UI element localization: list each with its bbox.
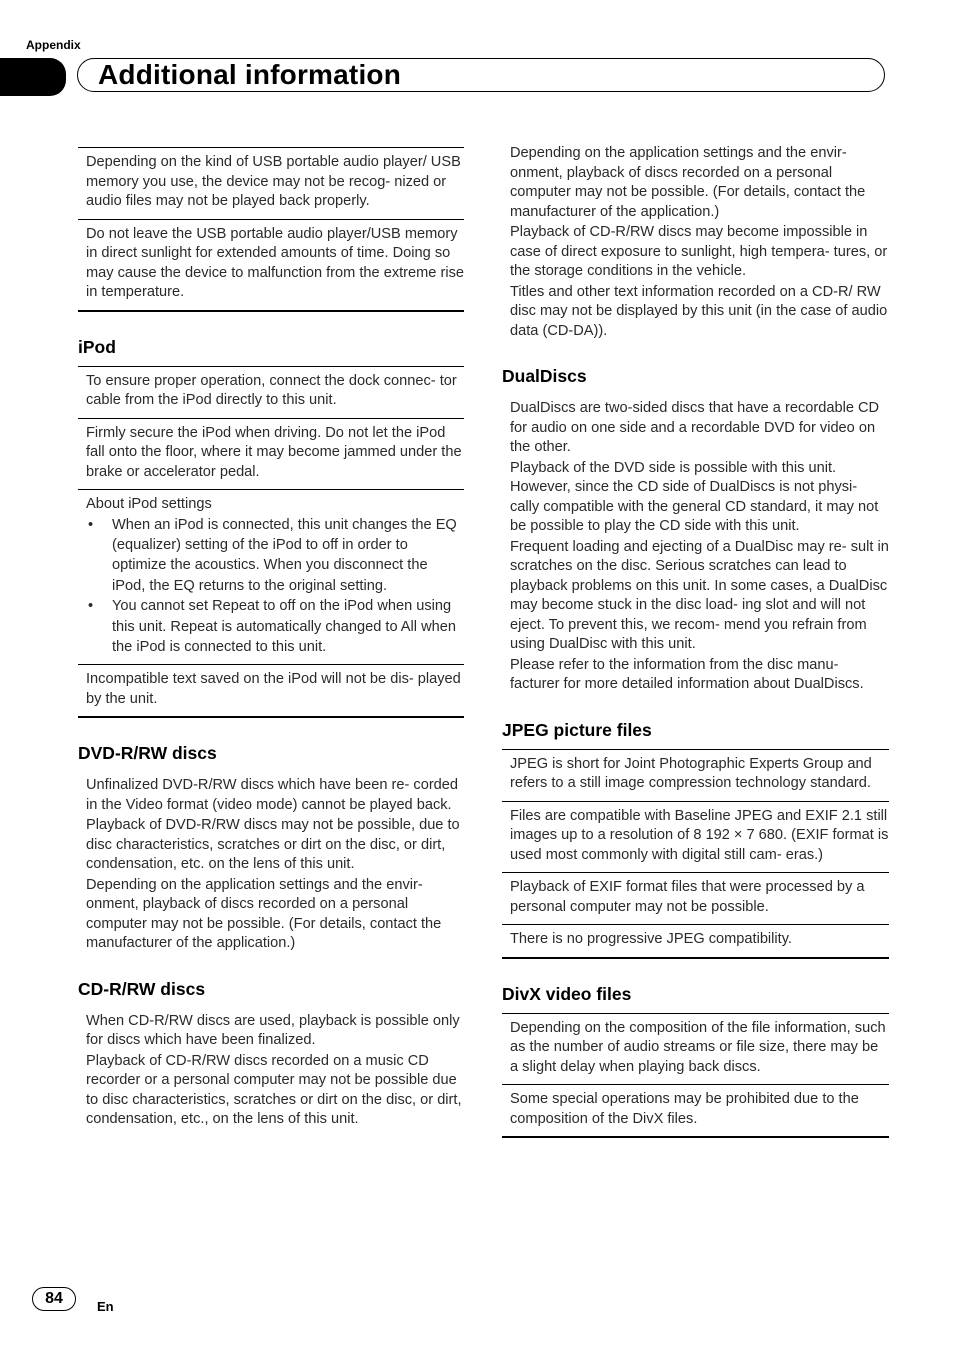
- list-item: • When an iPod is connected, this unit changes the EQ (equalizer) setting of the iPod to off in order to optimize the acoustics. When you disconnect the iPod, the EQ returns to the original setting.: [86, 515, 464, 597]
- jpeg-note: [502, 801, 889, 873]
- dualdiscs-paragraph: DualDiscs are two-sided discs that have a recordable CD for audio on one side and a recordable DVD for video on the other.: [510, 400, 880, 455]
- usb-note: [78, 219, 464, 310]
- cd-continued-paragraph: Depending on the application settings and the envir- onment, playback of discs recorded on a personal computer may not be possible. (For details, contact the manufacturer of the application.): [510, 145, 866, 220]
- jpeg-note-text: Files are compatible with Baseline JPEG and EXIF 2.1 still images up to a resolution of 8 192 × 7 680. (EXIF format is used most commonly with digital still cam- eras.): [510, 807, 889, 863]
- jpeg-note: [502, 924, 889, 957]
- dualdiscs-paragraph: Frequent loading and ejecting of a DualDisc may re- sult in scratches on the disc. Serious scratches can lead to playback problems on this unit. In some cases, a DualDisc may become stuck in the disc load- ing slot and will not eject. To prevent this, we recom- mend you refrain from using DualDisc with this unit.: [510, 538, 889, 652]
- appendix-label: Appendix: [26, 38, 81, 52]
- usb-note-text: Do not leave the USB portable audio player/USB memory in direct sunlight for extended amounts of time. Doing so may cause the device to malfunction from the extreme rise in temperature.: [86, 225, 464, 300]
- ipod-note: [78, 367, 464, 418]
- dvd-paragraph: Depending on the application settings and the envir- onment, playback of discs recorded on a personal computer may not be possible. (For details, contact the manufacturer of the application.): [86, 876, 442, 952]
- dualdiscs-paragraph: Please refer to the information from the disc manu- facturer for more detailed information about DualDiscs.: [510, 656, 864, 692]
- ipod-notes-box: [78, 366, 464, 719]
- jpeg-note: [502, 872, 889, 924]
- jpeg-note: [502, 750, 889, 801]
- page-number: 84: [32, 1287, 76, 1311]
- ipod-note-text: Incompatible text saved on the iPod will not be dis- played by the unit.: [86, 671, 461, 707]
- dvd-paragraph: Playback of DVD-R/RW discs may not be possible, due to disc characteristics, scratches or dirt on the disc, or dirt, condensation, etc. on the lens of this unit.: [86, 817, 460, 873]
- left-column: [78, 140, 464, 1130]
- divx-note-text: Some special operations may be prohibited due to the composition of the DivX files.: [510, 1091, 859, 1127]
- cd-continued-paragraph: Titles and other text information recorded on a CD-R/ RW disc may not be displayed by this unit (in the case of audio data (CD-DA)).: [510, 283, 888, 339]
- divx-heading: DivX video files: [502, 983, 632, 1004]
- jpeg-note-text: There is no progressive JPEG compatibility.: [510, 931, 792, 947]
- list-item: • You cannot set Repeat to off on the iPod when using this unit. Repeat is automatically changed to All when the iPod is connected to this unit.: [86, 596, 464, 657]
- jpeg-note-text: JPEG is short for Joint Photographic Experts Group and refers to a still image compression technology standard.: [510, 755, 872, 791]
- ipod-note: [78, 664, 464, 716]
- dualdiscs-section: [502, 395, 889, 695]
- divx-note: [502, 1014, 889, 1085]
- cd-paragraph: When CD-R/RW discs are used, playback is possible only for discs which have been finalized.: [86, 1012, 460, 1049]
- title-bar: [77, 58, 885, 92]
- cd-heading: CD-R/RW discs: [78, 978, 206, 999]
- jpeg-note-text: Playback of EXIF format files that were processed by a personal computer may not be possible.: [510, 879, 865, 915]
- ipod-note-text: Firmly secure the iPod when driving. Do not let the iPod fall onto the floor, where it may become jammed under the brake or accelerator pedal.: [86, 424, 462, 480]
- ipod-settings-note: [78, 489, 464, 664]
- divx-note: [502, 1084, 889, 1136]
- usb-notes-box: [78, 147, 464, 312]
- usb-note-text: Depending on the kind of USB portable audio player/ USB memory you use, the device may not be recog- nized or audio files may not be played back properly.: [86, 154, 461, 209]
- ipod-settings-title: About iPod settings: [86, 496, 212, 512]
- ipod-note: [78, 418, 464, 490]
- dvd-heading: DVD-R/RW discs: [78, 743, 217, 764]
- cd-paragraph: Playback of CD-R/RW discs recorded on a music CD recorder or a personal computer may not be possible due to disc characteristics, scratches or dirt on the disc, or dirt, condensation, etc., on the lens of this unit.: [86, 1052, 462, 1128]
- page-title: Additional information: [98, 59, 402, 90]
- cd-continued-section: [502, 140, 889, 341]
- divx-notes-box: [502, 1013, 889, 1139]
- title-tab-marker: [0, 58, 66, 96]
- dualdiscs-paragraph: Playback of the DVD side is possible with this unit. However, since the CD side of DualDiscs is not physi- cally compatible with the general CD standard, it may not be possible to play the CD side with this unit.: [510, 459, 879, 534]
- ipod-settings-list: [78, 515, 464, 658]
- right-column: [502, 140, 889, 1138]
- usb-note: [78, 148, 464, 219]
- cd-section: [78, 1008, 464, 1130]
- jpeg-heading: JPEG picture files: [502, 719, 652, 740]
- divx-note-text: Depending on the composition of the file information, such as the number of audio streams or file size, there may be a slight delay when playing back discs.: [510, 1019, 886, 1075]
- jpeg-notes-box: [502, 749, 889, 959]
- dvd-paragraph: Unfinalized DVD-R/RW discs which have been re- corded in the Video format (video mode) cannot be played back.: [86, 777, 459, 813]
- dvd-section: [78, 772, 464, 954]
- language-label: En: [97, 1299, 114, 1314]
- cd-continued-paragraph: Playback of CD-R/RW discs may become impossible in case of direct exposure to sunlight, high tempera- tures, or the storage conditions in the vehicle.: [510, 224, 888, 279]
- dualdiscs-heading: DualDiscs: [502, 366, 587, 386]
- ipod-note-text: To ensure proper operation, connect the dock connec- tor cable from the iPod directly to this unit.: [86, 372, 457, 408]
- ipod-heading: iPod: [78, 336, 116, 357]
